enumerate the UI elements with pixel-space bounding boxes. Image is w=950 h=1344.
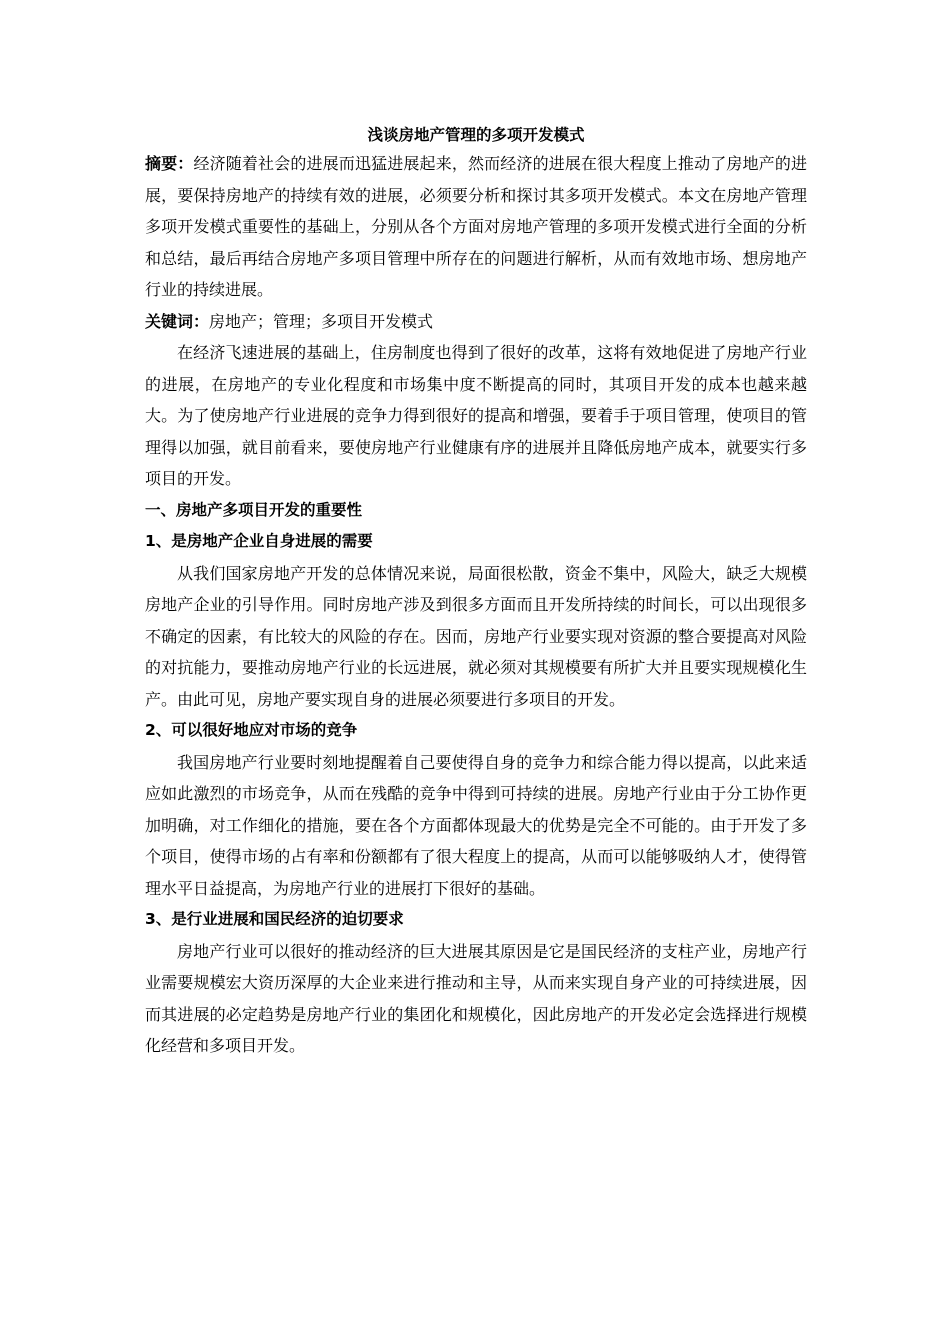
keywords-paragraph (145, 306, 807, 338)
abstract-label: 摘要： (145, 154, 194, 173)
keywords-label: 关键词： (145, 311, 210, 331)
abstract-text: 经济随着社会的进展而迅猛进展起来，然而经济的进展在很大程度上推动了房地产的进展，要保持房地产的持续有效的进展，必须要分析和探讨其多项开发模式。本文在房地产管理多项开发模式重要性的基础上，分别从各个方面对房地产管理的多项开发模式进行全面的分析和总结，最后再结合房地产多项目管理中所存在的问题进行解析，从而有效地市场、想房地产行业的持续进展。 (145, 154, 807, 299)
intro-paragraph: 在经济飞速进展的基础上，住房制度也得到了很好的改革，这将有效地促进了房地产行业的进展，在房地产的专业化程度和市场集中度不断提高的同时，其项目开发的成本也越来越大。为了使房地产行业进展的竞争力得到很好的提高和增强，要着手于项目管理，使项目的管理得以加强，就目前看来，要使房地产行业健康有序的进展并且降低房地产成本，就要实行多项目的开发。 (145, 343, 807, 488)
document-body (145, 124, 807, 1062)
section-heading: 一、房地产多项目开发的重要性 (145, 500, 363, 519)
keywords-text: 房地产；管理；多项目开发模式 (209, 311, 434, 331)
subsection-heading-1: 1、是房地产企业自身进展的需要 (145, 532, 373, 550)
subsection-heading-2: 2、可以很好地应对市场的竞争 (145, 721, 358, 739)
document-title: 浅谈房地产管理的多项开发模式 (367, 126, 585, 144)
subsection-paragraph-1: 从我们国家房地产开发的总体情况来说，局面很松散，资金不集中，风险大，缺乏大规模房地产企业的引导作用。同时房地产涉及到很多方面而且开发所持续的时间长，可以出现很多不确定的因素，有比较大的风险的存在。因而，房地产行业要实现对资源的整合要提高对风险的对抗能力，要推动房地产行业的长远进展，就必须对其规模要有所扩大并且要实现规模化生产。由此可见，房地产要实现自身的进展必须要进行多项目的开发。 (145, 563, 807, 709)
subsection-paragraph-2: 我国房地产行业要时刻地提醒着自己要使得自身的竞争力和综合能力得以提高，以此来适应如此激烈的市场竞争，从而在残酷的竞争中得到可持续的进展。房地产行业由于分工协作更加明确，对工作细化的措施，要在各个方面都体现最大的优势是完全不可能的。由于开发了多个项目，使得市场的占有率和份额都有了很大程度上的提高，从而可以能够吸纳人才，使得管理水平日益提高，为房地产行业的进展打下很好的基础。 (145, 752, 807, 898)
abstract-paragraph (145, 148, 807, 306)
subsection-paragraph-3: 房地产行业可以很好的推动经济的巨大进展其原因是它是国民经济的支柱产业，房地产行业需要规模宏大资历深厚的大企业来进行推动和主导，从而来实现自身产业的可持续进展，因而其进展的必定趋势是房地产行业的集团化和规模化，因此房地产的开发必定会选择进行规模化经营和多项目开发。 (145, 941, 807, 1055)
subsection-heading-3: 3、是行业进展和国民经济的迫切要求 (145, 910, 404, 928)
